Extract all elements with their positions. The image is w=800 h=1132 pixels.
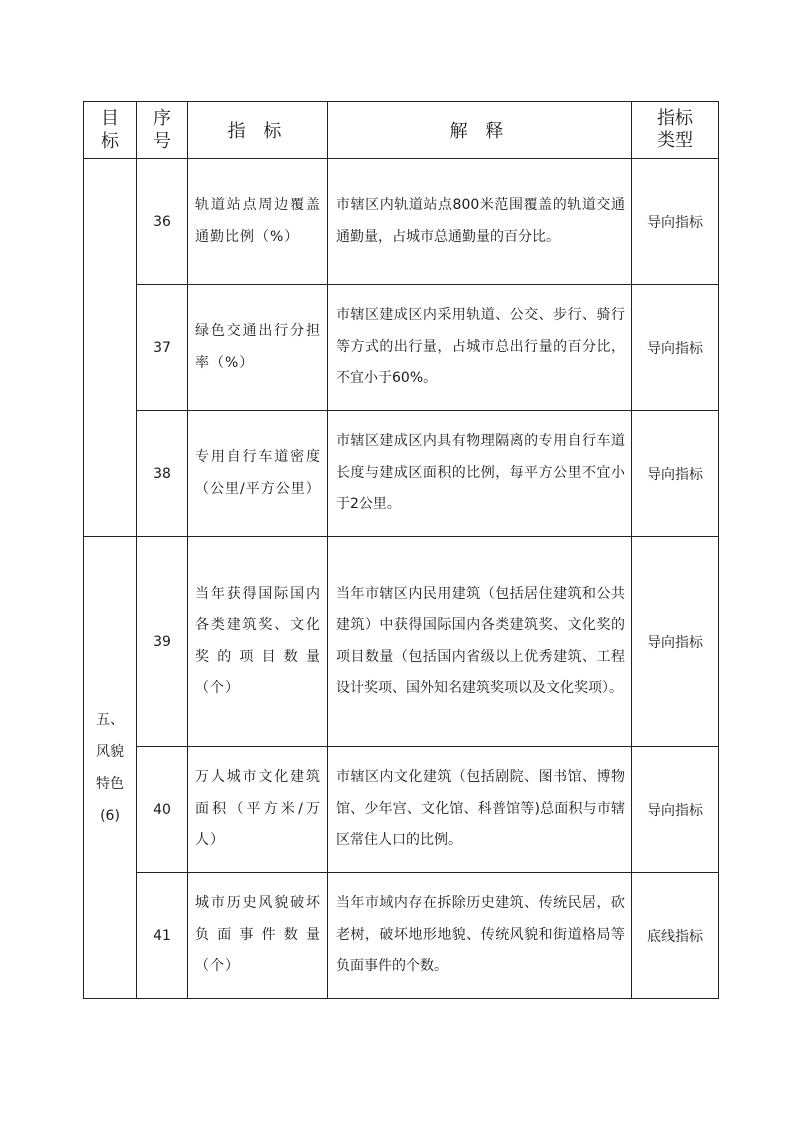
header-type-line1: 指标 bbox=[657, 108, 693, 129]
goal-line1: 五、 bbox=[96, 711, 124, 728]
explanation-cell: 市辖区建成区内采用轨道、公交、步行、骑行等方式的出行量，占城市总出行量的百分比，不宜小于60%。 bbox=[328, 285, 632, 411]
explanation-cell: 当年市域内存在拆除历史建筑、传统民居，砍老树，破坏地形地貌、传统风貌和街道格局等负面事件的个数。 bbox=[328, 873, 632, 999]
table-row bbox=[84, 747, 719, 873]
type-cell: 导向指标 bbox=[632, 537, 719, 747]
seq-cell: 39 bbox=[137, 537, 188, 747]
goal-line2: 风貌 bbox=[96, 743, 124, 760]
explanation-cell: 市辖区内文化建筑（包括剧院、图书馆、博物馆、少年宫、文化馆、科普馆等)总面积与市辖区常住人口的比例。 bbox=[328, 747, 632, 873]
indicator-table bbox=[83, 101, 719, 999]
explanation-cell: 市辖区内轨道站点800米范围覆盖的轨道交通通勤量，占城市总通勤量的百分比。 bbox=[328, 159, 632, 285]
header-goal-line1: 目 bbox=[101, 108, 119, 129]
header-type bbox=[632, 102, 719, 159]
type-cell: 底线指标 bbox=[632, 873, 719, 999]
indicator-cell: 万人城市文化建筑面积（平方米/万人） bbox=[188, 747, 328, 873]
table-row bbox=[84, 873, 719, 999]
header-goal bbox=[84, 102, 137, 159]
seq-cell: 41 bbox=[137, 873, 188, 999]
header-seq-line1: 序 bbox=[153, 108, 171, 129]
explanation-cell: 市辖区建成区内具有物理隔离的专用自行车道长度与建成区面积的比例，每平方公里不宜小于2公里。 bbox=[328, 411, 632, 537]
seq-cell: 40 bbox=[137, 747, 188, 873]
table-row bbox=[84, 285, 719, 411]
header-goal-line2: 标 bbox=[101, 131, 119, 152]
header-explanation: 解 释 bbox=[328, 102, 632, 159]
seq-cell: 38 bbox=[137, 411, 188, 537]
goal-cell-empty bbox=[84, 159, 137, 537]
seq-cell: 36 bbox=[137, 159, 188, 285]
indicator-cell: 专用自行车道密度（公里/平方公里） bbox=[188, 411, 328, 537]
table-row bbox=[84, 411, 719, 537]
type-cell: 导向指标 bbox=[632, 159, 719, 285]
type-cell: 导向指标 bbox=[632, 285, 719, 411]
goal-cell bbox=[84, 537, 137, 999]
goal-line4: (6) bbox=[100, 807, 120, 824]
type-cell: 导向指标 bbox=[632, 411, 719, 537]
indicator-cell: 当年获得国际国内各类建筑奖、文化奖的项目数量（个） bbox=[188, 537, 328, 747]
table-header-row bbox=[84, 102, 719, 159]
indicator-cell: 绿色交通出行分担率（%） bbox=[188, 285, 328, 411]
goal-line3: 特色 bbox=[96, 775, 124, 792]
table-row bbox=[84, 159, 719, 285]
indicator-cell: 城市历史风貌破坏负面事件数量（个） bbox=[188, 873, 328, 999]
explanation-cell: 当年市辖区内民用建筑（包括居住建筑和公共建筑）中获得国际国内各类建筑奖、文化奖的项目数量（包括国内省级以上优秀建筑、工程设计奖项、国外知名建筑奖项以及文化奖项）。 bbox=[328, 537, 632, 747]
seq-cell: 37 bbox=[137, 285, 188, 411]
header-indicator: 指 标 bbox=[188, 102, 328, 159]
header-seq-line2: 号 bbox=[153, 131, 171, 152]
type-cell: 导向指标 bbox=[632, 747, 719, 873]
header-seq bbox=[137, 102, 188, 159]
indicator-cell: 轨道站点周边覆盖通勤比例（%） bbox=[188, 159, 328, 285]
header-type-line2: 类型 bbox=[657, 130, 693, 151]
table-row bbox=[84, 537, 719, 747]
